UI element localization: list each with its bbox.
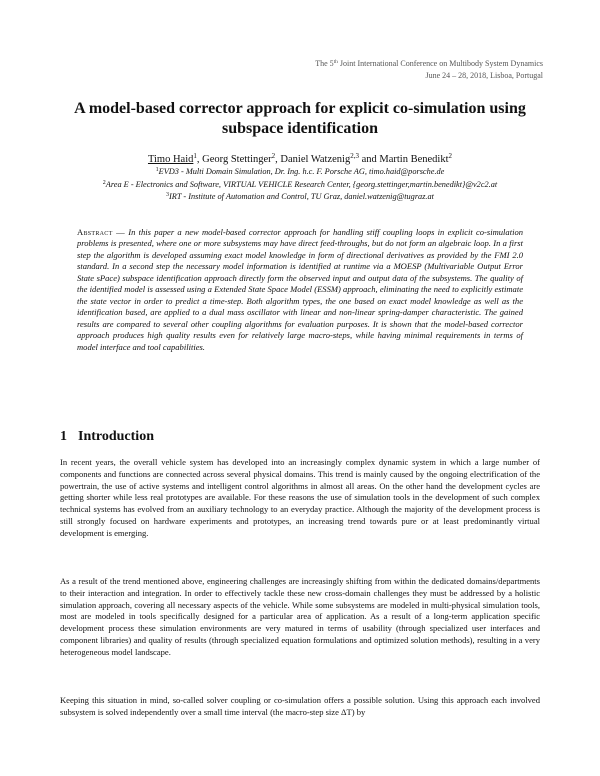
conference-dates: June 24 – 28, 2018, Lisboa, Portugal (425, 71, 543, 80)
conference-header (315, 56, 543, 82)
section-heading (60, 429, 154, 445)
body-paragraph: In recent years, the overall vehicle system has developed into an increasingly complex dynamic system in which a large number of components and functions are connected across several physical domains. This trend is mainly caused by the ongoing electrification of the powertrain, the use of active systems and intelligent control algorithms in almost all areas. On the other hand the development cycles are getting shorter while less real prototypes are available. For these reasons the use of simulation tools in the development of such complex technical systems has evolved from an auxiliary technology to an everyday practice. Although the majority of the development process is still strongly focused on hardware experiments and prototypes, an increasing trend towards pure or at least predominantly virtual development is emerging. (60, 457, 540, 538)
affiliation: $^3$IRT - Institute of Automation and Control, TU Graz, daniel.watzenig@tugraz.at (166, 192, 434, 202)
author-affil-mark: 2 (448, 152, 453, 160)
author-affil-mark: 1 (193, 152, 197, 160)
abstract-label: Abstract — (77, 227, 125, 237)
section-title: Introduction (78, 429, 154, 444)
affiliation: $^1$EVD3 - Multi Domain Simulation, Dr. Ing. h.c. F. Porsche AG, timo.haid@porsche.de (155, 167, 445, 176)
body-paragraph: As a result of the trend mentioned above, engineering challenges are increasingly shifting from within the dedicated domains/departments to their interaction and integration. In order to effectively tackle these new cross-domain challenges they must be addressed by a holistic simulation approach, covering all necessary aspects of the vehicle. While some subsystems are modeled in multi-physical simulation tools, most are modeled in tools specifically designed for a particular area of application. As a result of a long-term application specific development process these simulation environments are very matured in terms of usability (through specialized user interfaces and component libraries) and quality of results (through specialized equation formulations and optimized solution methods), resulting in a very heterogeneous model landscape. (60, 576, 540, 657)
abstract-text: In this paper a new model-based corrector approach for handling stiff coupling loops in explicit co-simulation problems is presented, where one or more subsystems may have direct feed-throughs, but do not form an algebraic loop. In a first step the algorithm is developed assuming exact model knowledge in form of directional derivatives as provided by the FMI 2.0 standard. In a second step the necessary model information is identified at runtime via a MOESP (Multivariable Output Error State sPace) subspace identification approach directly form the observed input and output data of the subsystems. The quality of the identified model is assessed using a Extended State Space Model (ESSM) approach, eliminating the need to explicitly estimate the state vector in order to predict a time-step. Both algorithm types, the one based on exact model knowledge as well as the identification based, are applied to a dual mass oscillator with linear and non-linear spring-damper characteristic. The gained results are compared to several other coupling algorithms for evaluation purposes. It is shown that the model-based corrector approach produces high quality results even for relatively large macro-steps, while having minimal requirements in terms of model interface and tool capabilities. (77, 227, 523, 352)
author-affil-mark: 2 (271, 152, 276, 160)
affiliation: $^2$Area E - Electronics and Software, VIRTUAL VEHICLE Research Center, {georg.stettinger,martin.benedikt}@v2c2.at (102, 179, 498, 189)
paper-title (40, 99, 560, 139)
author-name: Martin Benedikt (379, 154, 449, 165)
title-line: A model-based corrector approach for explicit co-simulation using (74, 100, 526, 117)
abstract (77, 227, 523, 353)
author-list: Timo Haid$^1$, Georg Stettinger$^2$, Daniel Watzenig$^{2,3}$ and Martin Benedikt$^2$ (147, 152, 453, 165)
section-number: 1 (60, 429, 67, 444)
title-line: subspace identification (221, 120, 378, 137)
author-name: Daniel Watzenig (280, 154, 351, 165)
affiliations (20, 165, 580, 203)
body-paragraph: Keeping this situation in mind, so-called solver coupling or co-simulation offers a possible solution. Using this approach each involved subsystem is solved independently over a small time interval (the macro-step size ΔT) by (60, 695, 540, 717)
author-name: Timo Haid (147, 154, 194, 165)
conference-name: The 5th Joint International Conference on Multibody System Dynamics (315, 59, 543, 68)
author-affil-mark: 2,3 (350, 152, 359, 160)
author-name: Georg Stettinger (202, 154, 272, 165)
